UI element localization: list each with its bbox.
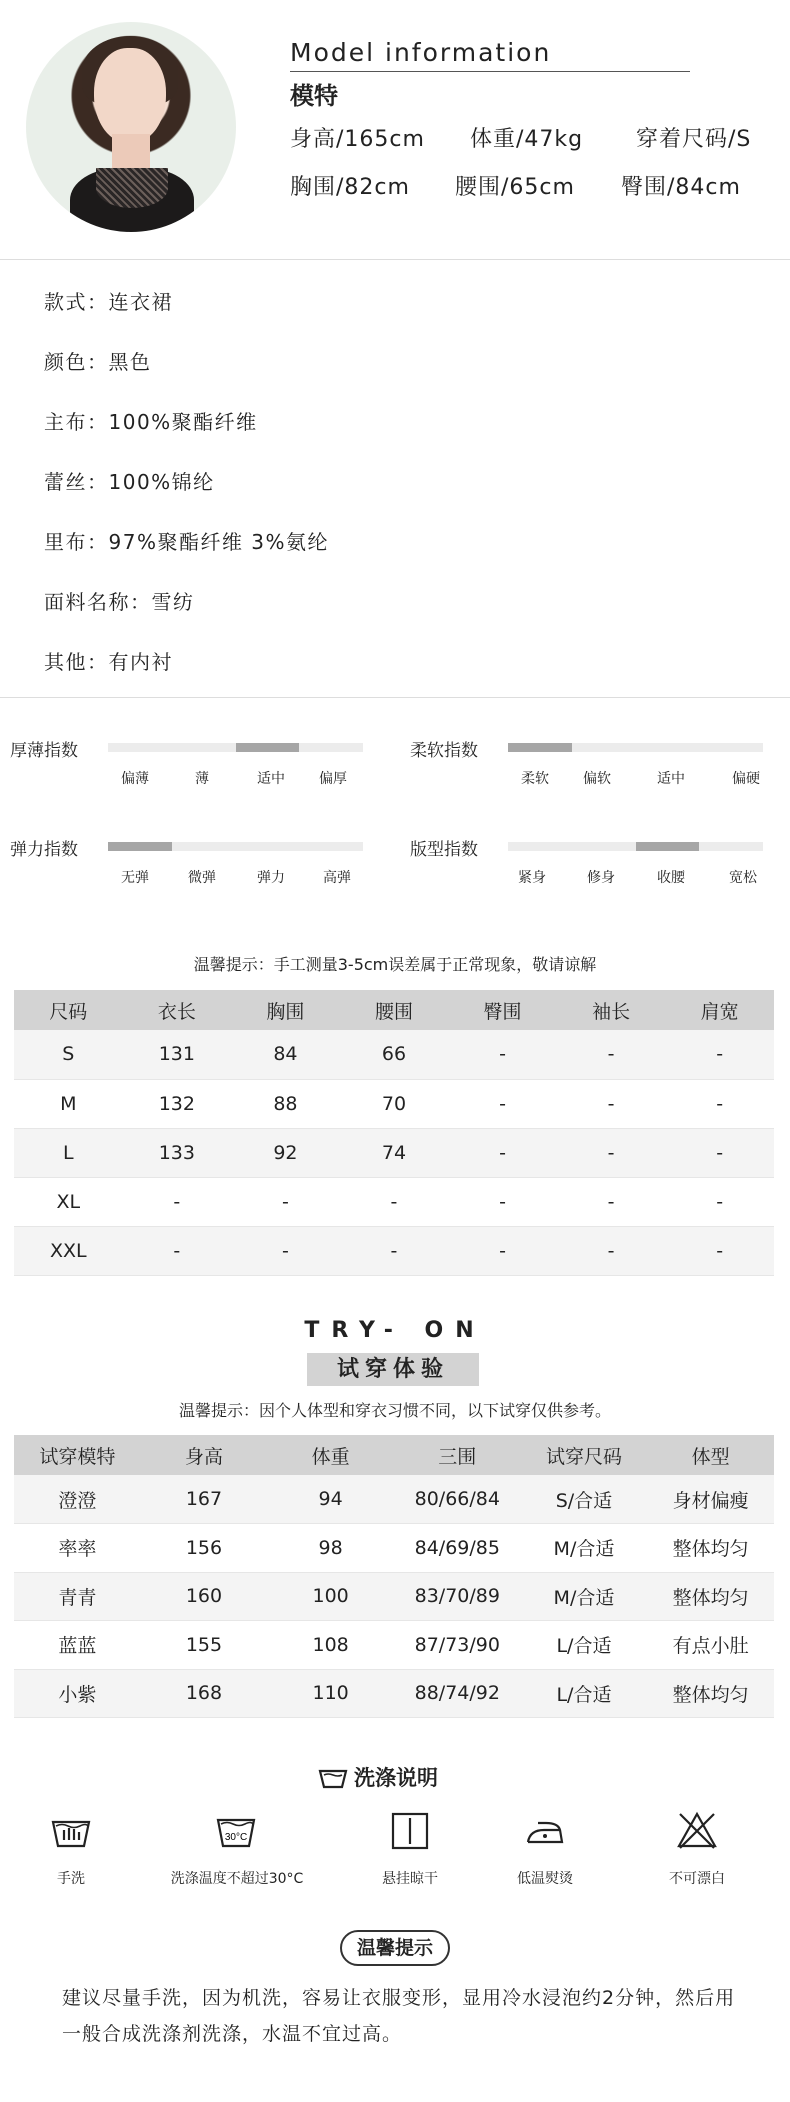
size-row (14, 1030, 774, 1079)
table-header: 身高 (141, 1435, 268, 1475)
table-cell: M/合适 (521, 1524, 648, 1573)
index-tick-label: 适中 (657, 771, 685, 787)
table-header: 三围 (394, 1435, 521, 1475)
index-tick-label: 偏软 (583, 771, 611, 787)
index-level-marker (108, 842, 172, 851)
hang-dry-icon (389, 1810, 431, 1852)
table-cell: - (665, 1128, 774, 1177)
index-tick-label: 柔软 (521, 771, 549, 787)
tryon-row (14, 1669, 774, 1718)
index-tick-label: 偏厚 (319, 771, 347, 787)
table-cell: - (340, 1177, 449, 1226)
wash-label-hand: 手洗 (57, 1871, 85, 1887)
table-cell: L/合适 (521, 1621, 648, 1670)
index-bar (108, 743, 363, 752)
wash-label-hang: 悬挂晾干 (382, 1871, 438, 1887)
index-title: 版型指数 (410, 840, 478, 860)
table-cell: M/合适 (521, 1572, 648, 1621)
index-tick-label: 弹力 (257, 870, 285, 886)
table-cell: - (448, 1226, 557, 1275)
table-cell: - (123, 1226, 232, 1275)
table-cell: 身材偏瘦 (647, 1475, 774, 1524)
no-bleach-icon (676, 1810, 718, 1852)
table-header: 袖长 (557, 990, 666, 1030)
index-tick-label: 高弹 (323, 870, 351, 886)
divider (0, 259, 790, 260)
table-cell: 青青 (14, 1572, 141, 1621)
table-header: 胸围 (231, 990, 340, 1030)
table-header: 尺码 (14, 990, 123, 1030)
size-row (14, 1128, 774, 1177)
size-row (14, 1079, 774, 1128)
spec-lining: 里布：97%聚酯纤维 3%氨纶 (44, 530, 330, 554)
index-bar (108, 842, 363, 851)
divider (0, 697, 790, 698)
table-cell: 有点小肚 (647, 1621, 774, 1670)
model-weight: 体重/47kg (470, 127, 584, 152)
table-cell: - (557, 1030, 666, 1079)
wash-tub-icon (318, 1768, 348, 1790)
spec-color: 颜色：黑色 (44, 350, 152, 374)
table-cell: - (231, 1226, 340, 1275)
index-level-marker (236, 743, 300, 752)
index-tick-label: 修身 (587, 870, 615, 886)
index-bar (508, 743, 763, 752)
index-tick-label: 宽松 (729, 870, 757, 886)
table-cell: 133 (123, 1128, 232, 1177)
tryon-row (14, 1621, 774, 1670)
index-tick-label: 微弹 (188, 870, 216, 886)
index-tick-label: 无弹 (121, 870, 149, 886)
table-cell: - (448, 1030, 557, 1079)
table-cell: 132 (123, 1079, 232, 1128)
tryon-note: 温馨提示：因个人体型和穿衣习惯不同，以下试穿仅供参考。 (178, 1401, 611, 1420)
table-header: 体型 (647, 1435, 774, 1475)
index-tick-label: 适中 (257, 771, 285, 787)
iron-low-icon (524, 1810, 566, 1852)
table-cell: S (14, 1030, 123, 1079)
table-cell: 108 (267, 1621, 394, 1670)
table-cell: 88/74/92 (394, 1669, 521, 1718)
table-cell: 155 (141, 1621, 268, 1670)
table-cell: L/合适 (521, 1669, 648, 1718)
model-height: 身高/165cm (290, 127, 425, 152)
table-cell: 整体均匀 (647, 1669, 774, 1718)
index-level-marker (636, 842, 700, 851)
table-cell: 蓝蓝 (14, 1621, 141, 1670)
model-waist: 腰围/65cm (455, 175, 575, 200)
table-header: 试穿尺码 (521, 1435, 648, 1475)
table-cell: 167 (141, 1475, 268, 1524)
svg-text:30°C: 30°C (224, 1832, 248, 1843)
table-cell: 80/66/84 (394, 1475, 521, 1524)
wash-title: 洗涤说明 (318, 1762, 438, 1792)
index-level-marker (508, 743, 572, 752)
index-title: 弹力指数 (10, 840, 78, 860)
index-tick-label: 紧身 (518, 870, 546, 886)
table-cell: - (665, 1177, 774, 1226)
table-cell: XXL (14, 1226, 123, 1275)
table-cell: - (123, 1177, 232, 1226)
table-cell: 小紫 (14, 1669, 141, 1718)
table-cell: 74 (340, 1128, 449, 1177)
spec-fabric-name: 面料名称：雪纺 (44, 590, 195, 614)
table-cell: 70 (340, 1079, 449, 1128)
table-cell: XL (14, 1177, 123, 1226)
table-cell: M (14, 1079, 123, 1128)
table-cell: 88 (231, 1079, 340, 1128)
table-cell: - (665, 1079, 774, 1128)
spec-lace: 蕾丝：100%锦纶 (44, 470, 215, 494)
model-subheading: 模特 (290, 82, 338, 110)
table-cell: - (557, 1079, 666, 1128)
tryon-row (14, 1524, 774, 1573)
index-tick-label: 薄 (195, 771, 209, 787)
index-title: 柔软指数 (410, 741, 478, 761)
table-cell: S/合适 (521, 1475, 648, 1524)
table-cell: 168 (141, 1669, 268, 1718)
tryon-title-cn: 试穿体验 (307, 1353, 479, 1386)
table-cell: 100 (267, 1572, 394, 1621)
tips-badge: 温馨提示 (340, 1930, 450, 1966)
index-bar (508, 842, 763, 851)
wash-30-icon (215, 1810, 257, 1852)
table-cell: - (448, 1177, 557, 1226)
index-tick-label: 偏薄 (121, 771, 149, 787)
table-cell: 整体均匀 (647, 1572, 774, 1621)
wash-label-iron: 低温熨烫 (517, 1871, 573, 1887)
table-cell: 98 (267, 1524, 394, 1573)
table-cell: 94 (267, 1475, 394, 1524)
spec-other: 其他：有内衬 (44, 650, 173, 674)
wash-label-temp: 洗涤温度不超过30°C (170, 1871, 304, 1887)
table-cell: 66 (340, 1030, 449, 1079)
table-header: 腰围 (340, 990, 449, 1030)
table-cell: - (557, 1177, 666, 1226)
tryon-row (14, 1572, 774, 1621)
table-cell: 84/69/85 (394, 1524, 521, 1573)
table-header: 试穿模特 (14, 1435, 141, 1475)
table-cell: 率率 (14, 1524, 141, 1573)
table-cell: 131 (123, 1030, 232, 1079)
tryon-title-en: TRY- ON (304, 1318, 486, 1343)
tryon-row (14, 1475, 774, 1524)
table-cell: 160 (141, 1572, 268, 1621)
table-cell: - (557, 1128, 666, 1177)
model-bust: 胸围/82cm (290, 175, 410, 200)
model-hip: 臀围/84cm (621, 175, 741, 200)
table-cell: 83/70/89 (394, 1572, 521, 1621)
table-cell: - (448, 1128, 557, 1177)
table-cell: 87/73/90 (394, 1621, 521, 1670)
size-table (14, 990, 774, 1276)
model-section (0, 0, 790, 260)
model-avatar (26, 22, 236, 232)
table-cell: 110 (267, 1669, 394, 1718)
spec-main-fabric: 主布：100%聚酯纤维 (44, 410, 258, 434)
table-cell: 92 (231, 1128, 340, 1177)
wash-label-bleach: 不可漂白 (669, 1871, 725, 1887)
table-cell: 整体均匀 (647, 1524, 774, 1573)
table-cell: - (340, 1226, 449, 1275)
table-header: 肩宽 (665, 990, 774, 1030)
tips-text: 建议尽量手洗，因为机洗，容易让衣服变形，显用冷水浸泡约2分钟，然后用一般合成洗涤剂洗涤，水温不宜过高。 (62, 1987, 736, 2045)
model-heading: Model information (290, 38, 552, 67)
tryon-table (14, 1435, 774, 1718)
table-cell: - (665, 1226, 774, 1275)
size-row (14, 1177, 774, 1226)
table-cell: 156 (141, 1524, 268, 1573)
table-cell: - (557, 1226, 666, 1275)
table-header: 衣长 (123, 990, 232, 1030)
size-row (14, 1226, 774, 1275)
size-note: 温馨提示：手工测量3-5cm误差属于正常现象，敬请谅解 (193, 955, 597, 974)
index-tick-label: 偏硬 (732, 771, 760, 787)
index-tick-label: 收腰 (657, 870, 685, 886)
spec-style: 款式：连衣裙 (44, 290, 173, 314)
table-cell: - (665, 1030, 774, 1079)
table-header: 体重 (267, 1435, 394, 1475)
table-cell: 澄澄 (14, 1475, 141, 1524)
table-header: 臀围 (448, 990, 557, 1030)
table-cell: - (231, 1177, 340, 1226)
model-size: 穿着尺码/S (636, 127, 752, 152)
table-cell: L (14, 1128, 123, 1177)
index-title: 厚薄指数 (10, 741, 78, 761)
table-cell: - (448, 1079, 557, 1128)
hand-wash-icon (50, 1810, 92, 1852)
heading-underline (290, 71, 690, 72)
table-cell: 84 (231, 1030, 340, 1079)
